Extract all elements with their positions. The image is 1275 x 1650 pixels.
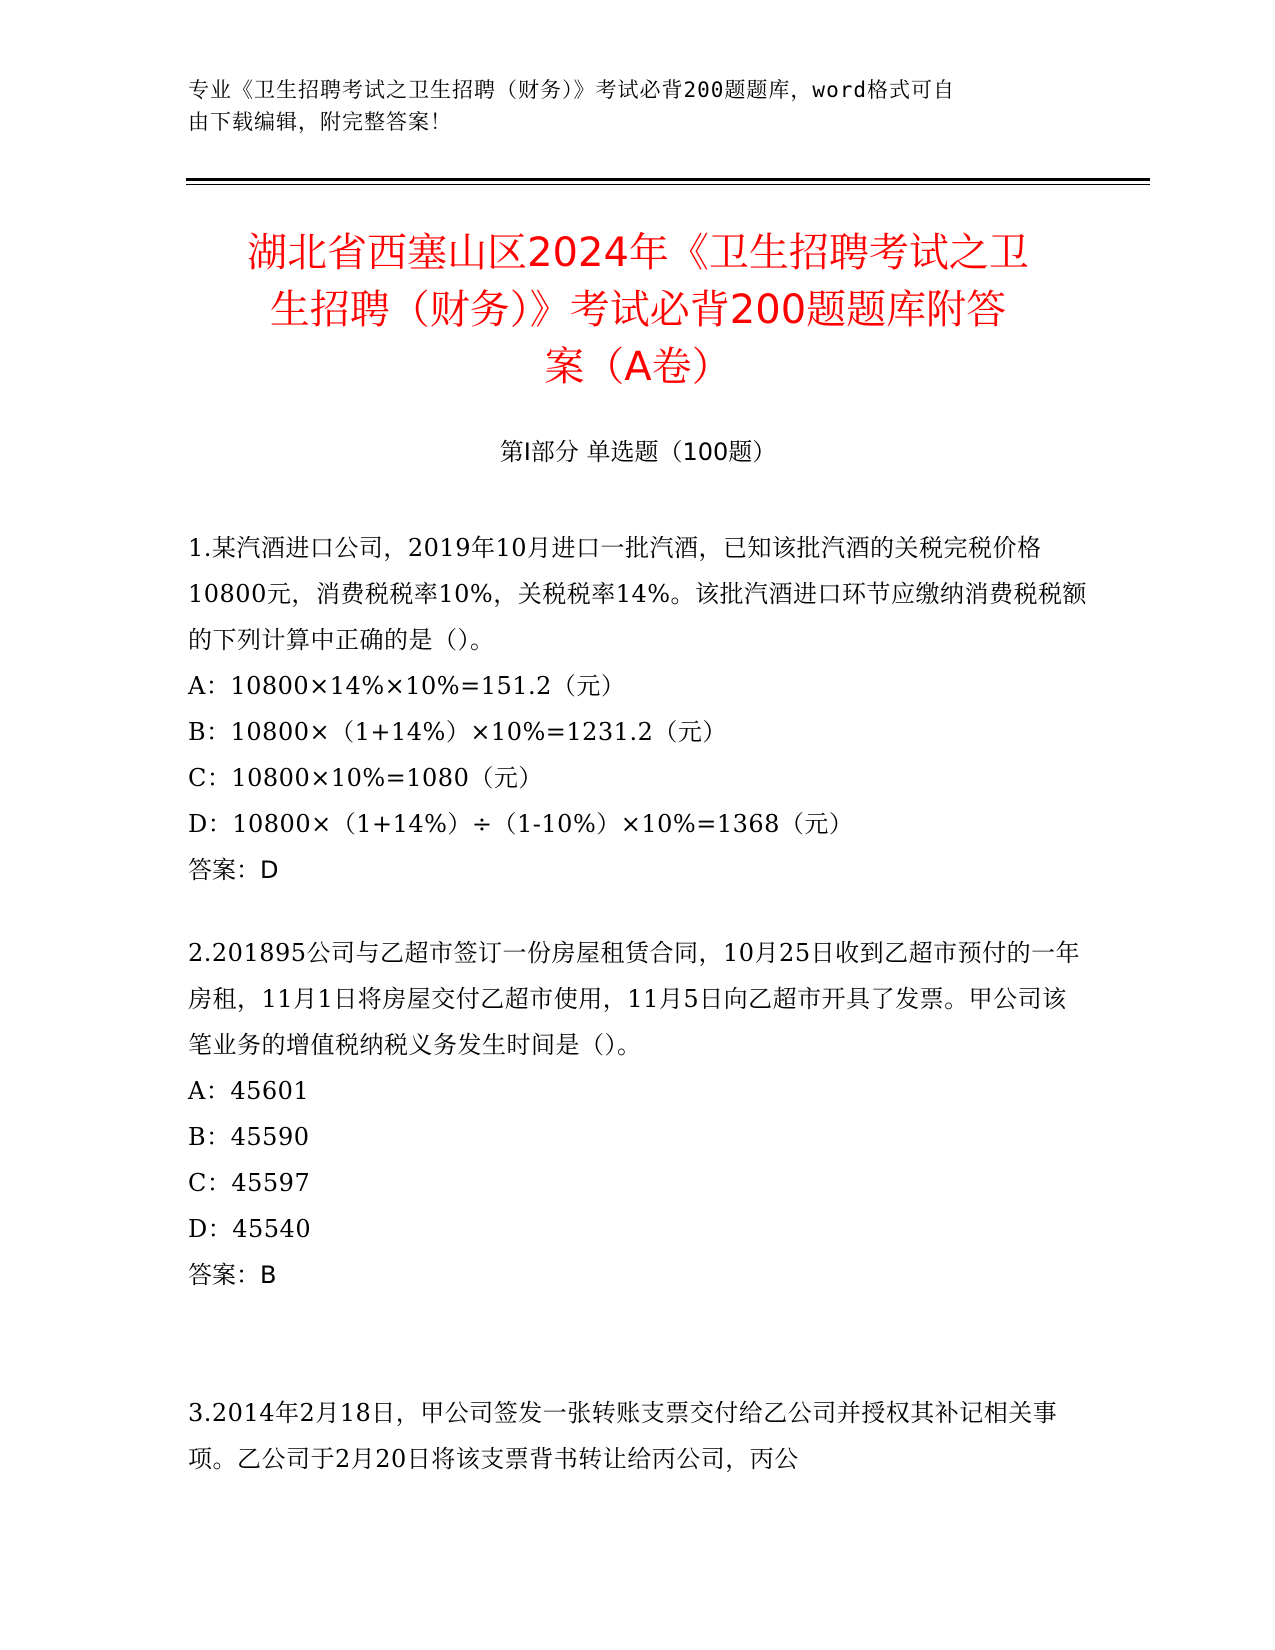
document-title-line-1: 湖北省西塞山区2024年《卫生招聘考试之卫 [247,230,1029,276]
question-2 [188,930,1088,1298]
question-1 [188,525,1088,893]
option-d: D：10800×（1+14%）÷（1-10%）×10%=1368（元） [188,810,854,838]
document-title-line-3: 案（A卷） [544,344,732,390]
document-title [186,225,1090,396]
document-title-line-2: 生招聘（财务）》考试必背200题题库附答 [269,287,1007,333]
question-stem: 3.2014年2月18日，甲公司签发一张转账支票交付给乙公司并授权其补记相关事项。乙公司于2月20日将该支票背书转让给丙公司，丙公 [188,1399,1058,1473]
option-a: A：10800×14%×10%=151.2（元） [188,672,626,700]
question-3 [188,1390,1088,1482]
header-note [188,74,1068,138]
header-note-line-1: 专业《卫生招聘考试之卫生招聘（财务）》考试必背200题题库，word格式可自 [188,78,955,102]
answer-line: 答案：B [188,1261,277,1289]
option-d: D：45540 [188,1215,312,1243]
question-stem: 2.201895公司与乙超市签订一份房屋租赁合同，10月25日收到乙超市预付的一年房租，11月1日将房屋交付乙超市使用，11月5日向乙超市开具了发票。甲公司该笔业务的增值税纳税义务发生时间是（）。 [188,939,1081,1059]
header-divider-thin [186,184,1150,185]
section-title: 第Ⅰ部分 单选题（100题） [499,438,777,466]
option-a: A：45601 [188,1077,310,1105]
option-b: B：10800×（1+14%）×10%=1231.2（元） [188,718,727,746]
option-c: C：10800×10%=1080（元） [188,764,543,792]
header-divider-thick [186,178,1150,181]
question-stem: 1.某汽酒进口公司，2019年10月进口一批汽酒，已知该批汽酒的关税完税价格10800元，消费税税率10%，关税税率14%。该批汽酒进口环节应缴纳消费税税额的下列计算中正确的是（）。 [188,534,1088,654]
option-c: C：45597 [188,1169,311,1197]
option-b: B：45590 [188,1123,310,1151]
header-note-line-2: 由下载编辑，附完整答案！ [188,110,452,134]
answer-line: 答案：D [188,856,279,884]
